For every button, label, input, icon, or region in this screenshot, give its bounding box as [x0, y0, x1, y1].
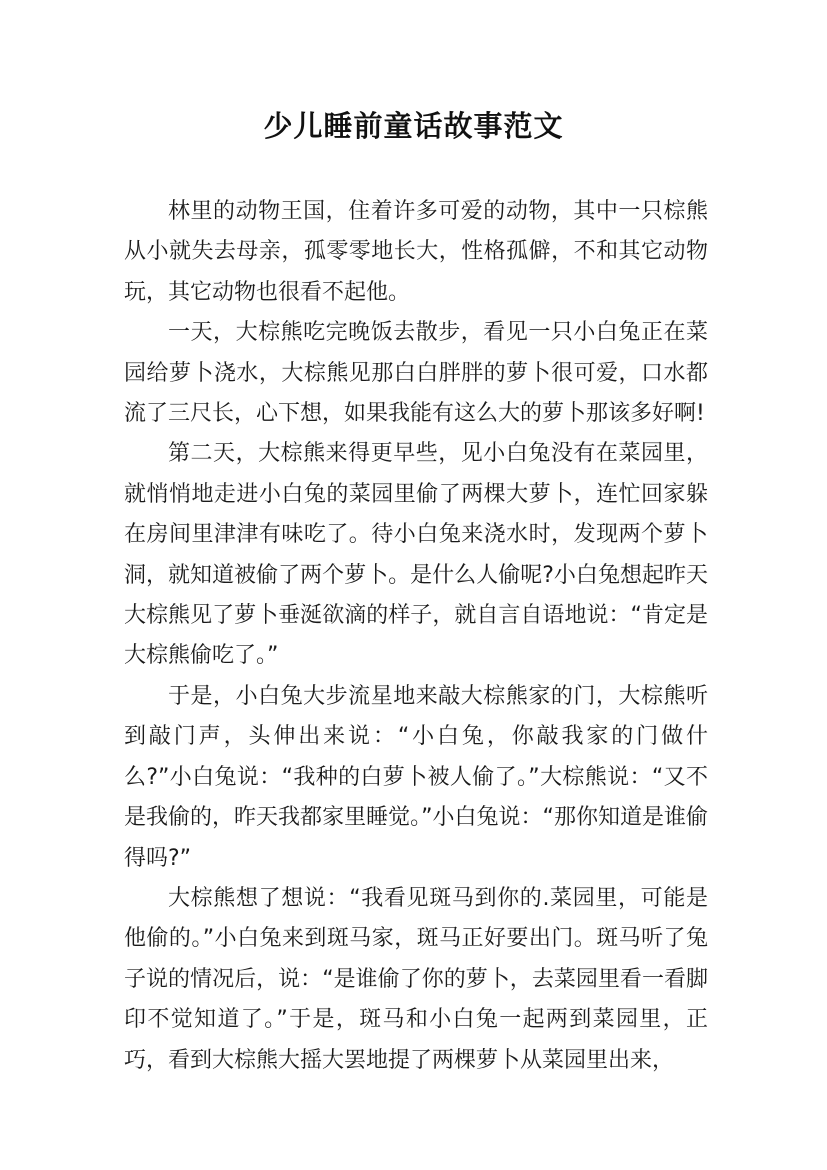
paragraph-3: 第二天，大棕熊来得更早些，见小白兔没有在菜园里，就悄悄地走进小白兔的菜园里偷了两棵大萝卜，连忙回家躲在房间里津津有味吃了。待小白兔来浇水时，发现两个萝卜洞，就知道被偷了两个萝卜。是什么人偷呢?小白兔想起昨天大棕熊见了萝卜垂涎欲滴的样子，就自言自语地说：“肯定是大棕熊偷吃了。” — [124, 441, 708, 669]
document-body — [124, 192, 708, 1081]
paragraph-4: 于是，小白兔大步流星地来敲大棕熊家的门，大棕熊听到敲门声，头伸出来说：“小白兔，你敲我家的门做什么?”小白兔说：“我种的白萝卜被人偷了。”大棕熊说：“又不是我偷的，昨天我都家里睡觉。”小白兔说：“那你知道是谁偷得吗?” — [124, 683, 708, 871]
paragraph-5: 大棕熊想了想说：“我看见斑马到你的.菜园里，可能是他偷的。”小白兔来到斑马家，斑马正好要出门。斑马听了兔子说的情况后，说：“是谁偷了你的萝卜，去菜园里看一看脚印不觉知道了。”于是，斑马和小白兔一起两到菜园里，正巧，看到大棕熊大摇大罢地提了两棵萝卜从菜园里出来， — [124, 885, 708, 1073]
paragraph-1: 林里的动物王国，住着许多可爱的动物，其中一只棕熊从小就失去母亲，孤零零地长大，性格孤僻，不和其它动物玩，其它动物也很看不起他。 — [124, 199, 708, 305]
paragraph-2: 一天，大棕熊吃完晚饭去散步，看见一只小白兔正在菜园给萝卜浇水，大棕熊见那白白胖胖的萝卜很可爱，口水都流了三尺长，心下想，如果我能有这么大的萝卜那该多好啊! — [124, 320, 708, 427]
document-title: 少儿睡前童话故事范文 — [263, 109, 564, 143]
